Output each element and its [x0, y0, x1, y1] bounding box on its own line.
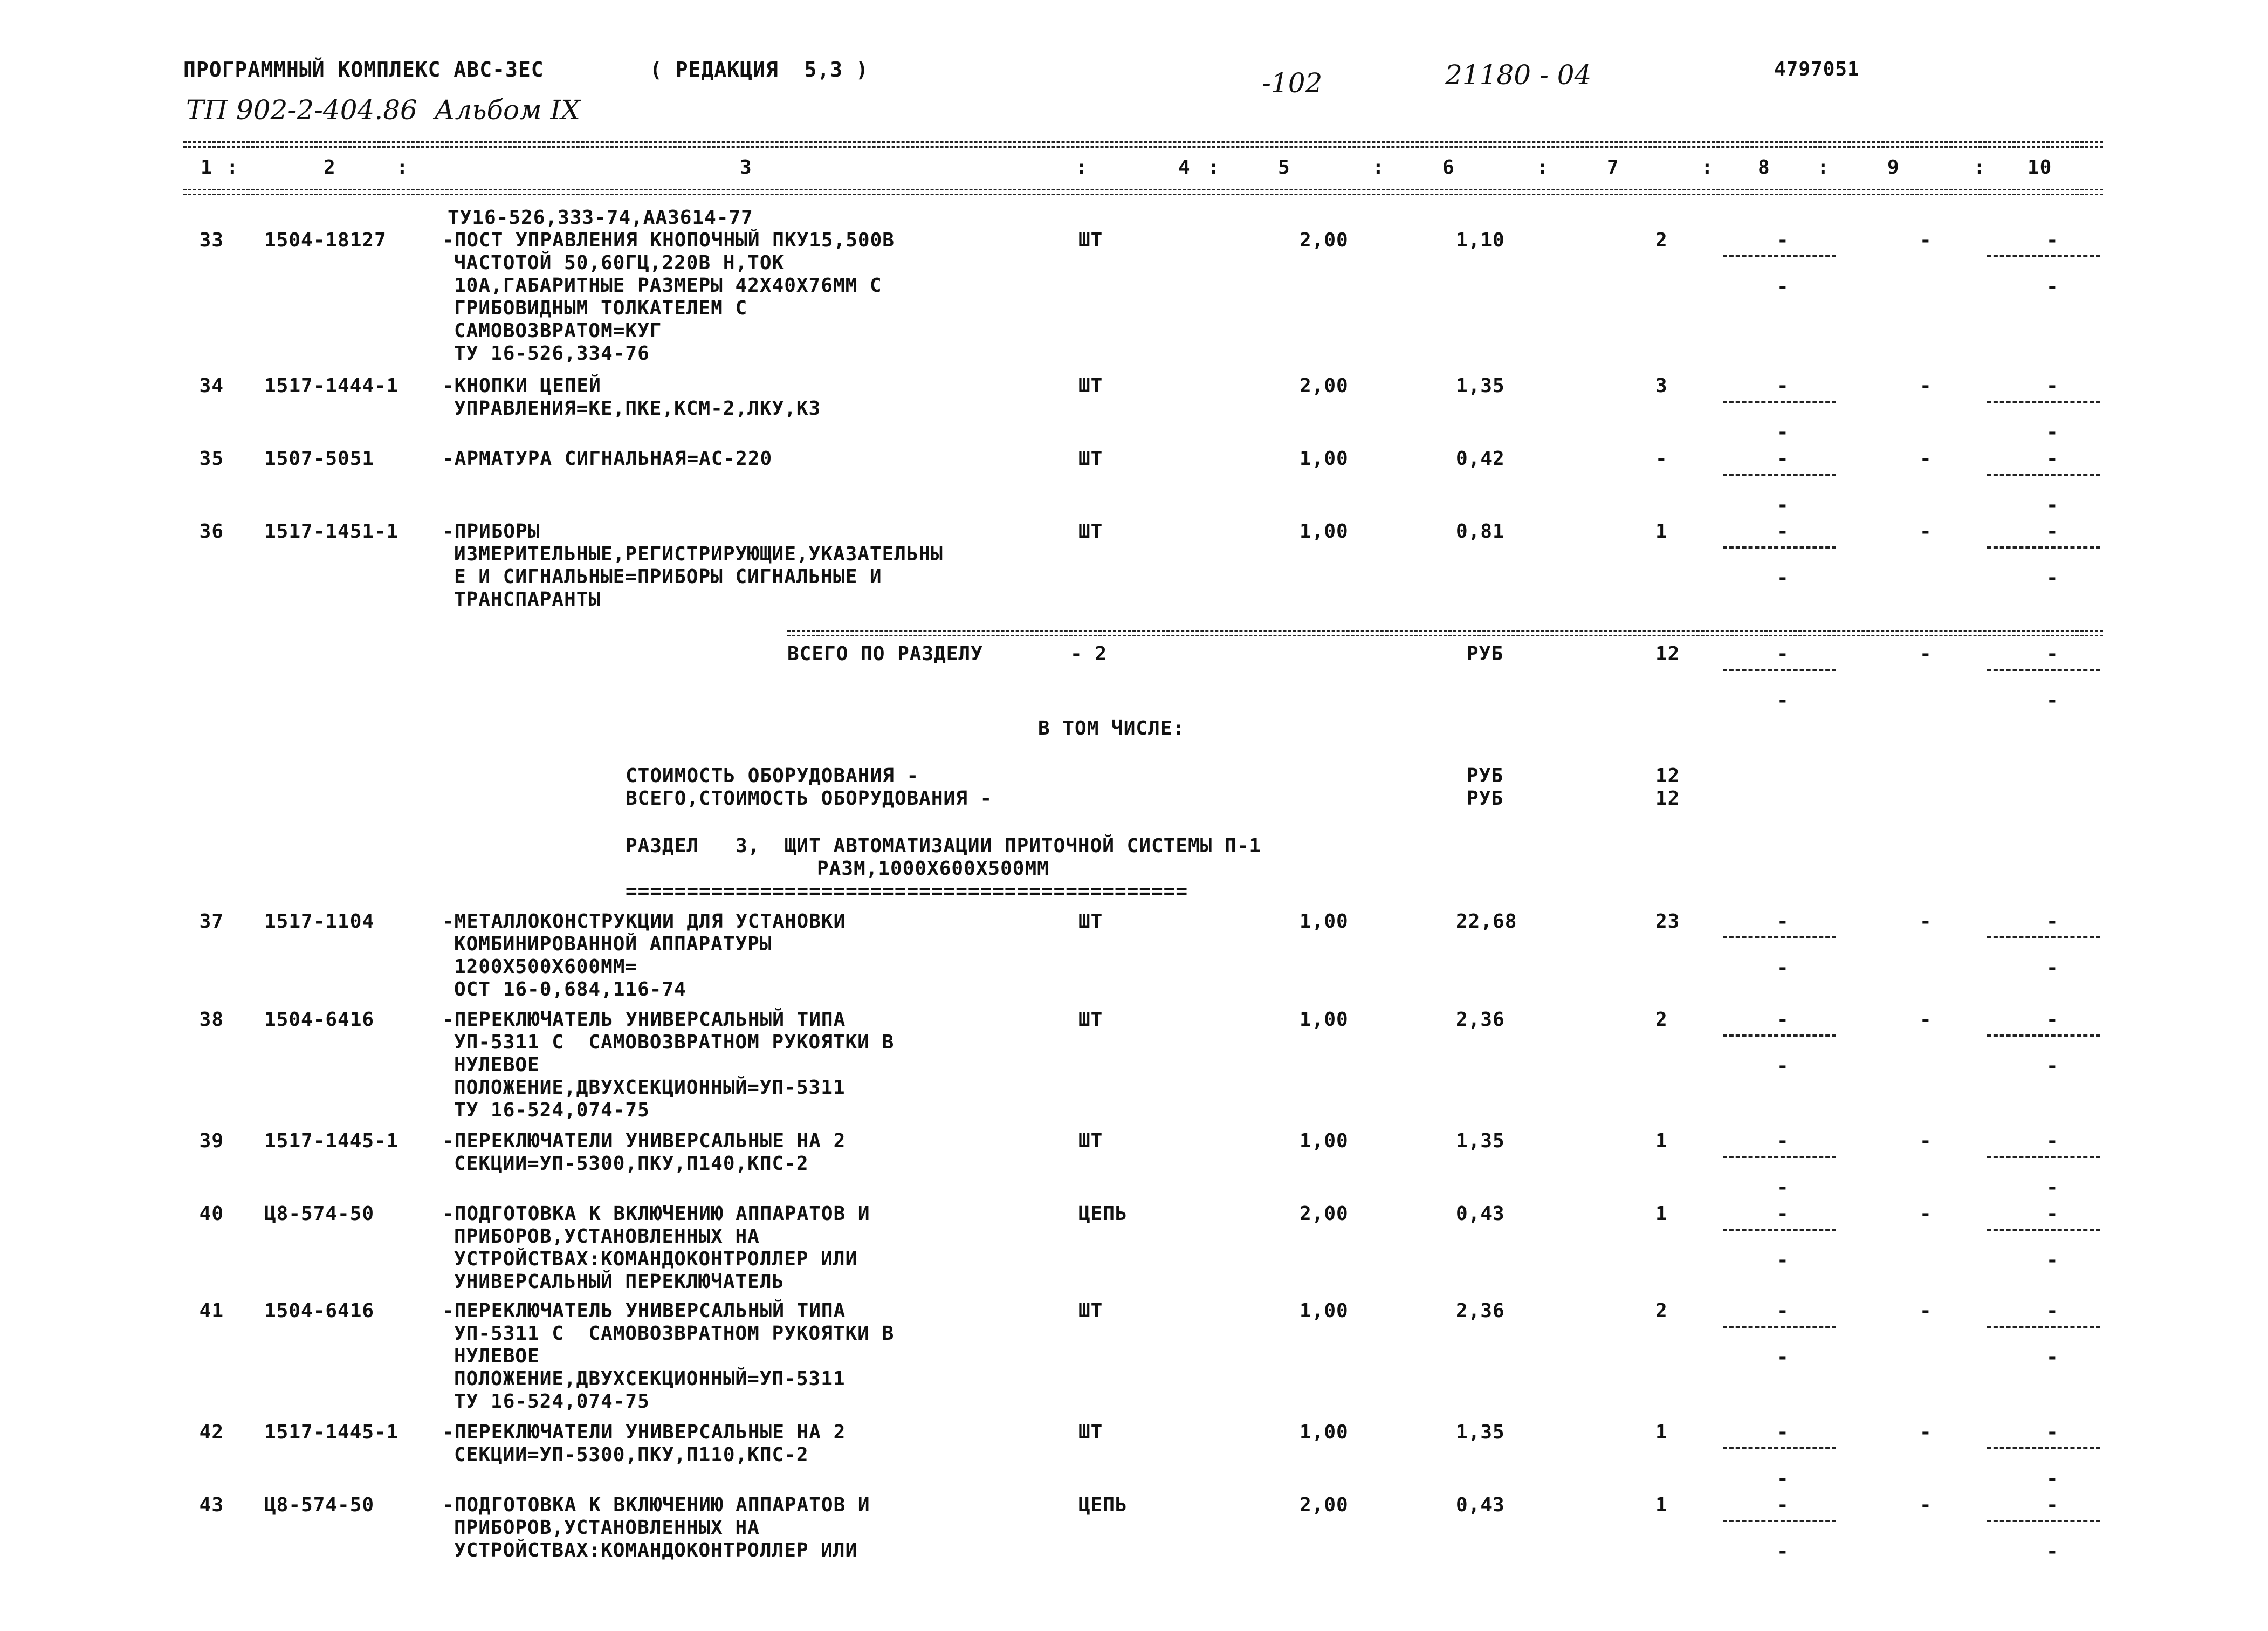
- row-total: 1: [1655, 1494, 1668, 1516]
- row-quantity: 2,00: [1300, 375, 1349, 397]
- row-description-line: ПРИБОРОВ,УСТАНОВЛЕННЫХ НА: [454, 1225, 760, 1248]
- col8-dash: -: [1777, 1130, 1789, 1152]
- row-number: 38: [199, 1009, 224, 1031]
- col10-dash: -: [2046, 1130, 2059, 1152]
- header-rule-top: [183, 141, 2103, 148]
- col9-dash: -: [1920, 229, 1932, 251]
- col8-dash-lower: -: [1777, 276, 1789, 298]
- row-number: 43: [199, 1494, 224, 1516]
- col9-dash: -: [1920, 910, 1932, 933]
- col-5: 5: [1278, 156, 1290, 179]
- col8-dash-lower: -: [1777, 1346, 1789, 1368]
- row-unit: ШТ: [1078, 375, 1103, 397]
- row-description-line: НУЛЕВОЕ: [454, 1054, 540, 1076]
- row-quantity: 2,00: [1300, 1203, 1349, 1225]
- row-description-line: ПРИБОРОВ,УСТАНОВЛЕННЫХ НА: [454, 1517, 760, 1539]
- row-price: 0,43: [1456, 1494, 1505, 1516]
- header-rule-bottom: [183, 189, 2103, 195]
- col8-rule: [1723, 1447, 1836, 1449]
- row-total: 1: [1655, 1130, 1668, 1152]
- col10-dash-lower: -: [2046, 276, 2059, 298]
- row-quantity: 1,00: [1300, 1009, 1349, 1031]
- project-code: 21180 - 04: [1445, 59, 1592, 91]
- col9-dash: -: [1920, 1130, 1932, 1152]
- row-code: Ц8-574-50: [264, 1203, 375, 1225]
- col9-dash: -: [1920, 1203, 1932, 1225]
- row-number: 34: [199, 375, 224, 397]
- col-sep: :: [1701, 156, 1714, 179]
- row-code: 1517-1445-1: [264, 1130, 399, 1152]
- section3-subtitle: РАЗМ,1000Х600Х500ММ: [817, 858, 1049, 880]
- col-4: 4: [1178, 156, 1191, 179]
- row-description-line: -КНОПКИ ЦЕПЕЙ: [442, 375, 601, 397]
- equipment-cost-value: 12: [1655, 765, 1680, 787]
- row-code: 1504-6416: [264, 1009, 375, 1031]
- col8-dash: -: [1777, 520, 1789, 543]
- col-sep: :: [226, 156, 239, 179]
- row-code: 1504-18127: [264, 229, 387, 251]
- col8-dash: -: [1777, 229, 1789, 251]
- row-description-line: САМОВОЗВРАТОМ=КУГ: [454, 320, 662, 342]
- col8-dash: -: [1777, 375, 1789, 397]
- col10-rule: [1987, 1156, 2100, 1158]
- col10-rule: [1987, 1520, 2100, 1522]
- row-code: 1504-6416: [264, 1300, 375, 1322]
- row-code: 1517-1444-1: [264, 375, 399, 397]
- col9-dash: -: [1920, 1300, 1932, 1322]
- program-title: ПРОГРАММНЫЙ КОМПЛЕКС АВС-ЗЕС: [183, 58, 544, 81]
- col8-rule: [1723, 1229, 1836, 1231]
- section-total-label: ВСЕГО ПО РАЗДЕЛУ: [787, 643, 983, 665]
- row-unit: ШТ: [1078, 448, 1103, 470]
- row-unit: ЦЕПЬ: [1078, 1494, 1128, 1516]
- row-number: 37: [199, 910, 224, 933]
- col8-dash: -: [1777, 910, 1789, 933]
- col10-rule: [1987, 546, 2100, 549]
- row-description-line: ОСТ 16-0,684,116-74: [454, 978, 686, 1000]
- col10-dash-lower: -: [2046, 689, 2059, 711]
- col10-dash-lower: -: [2046, 1346, 2059, 1368]
- col-6: 6: [1442, 156, 1455, 179]
- col8-rule: [1723, 1326, 1836, 1328]
- row-price: 0,81: [1456, 520, 1505, 543]
- section-total-num: - 2: [1070, 643, 1108, 665]
- row-code: 1517-1451-1: [264, 520, 399, 543]
- row-description-line: Е И СИГНАЛЬНЫЕ=ПРИБОРЫ СИГНАЛЬНЫЕ И: [454, 566, 882, 588]
- col10-dash-lower: -: [2046, 494, 2059, 516]
- col10-dash: -: [2046, 1421, 2059, 1443]
- col8-dash-lower: -: [1777, 689, 1789, 711]
- col9-dash: -: [1920, 375, 1932, 397]
- col8-dash-lower: -: [1777, 957, 1789, 979]
- col10-dash-lower: -: [2046, 1468, 2059, 1490]
- row-quantity: 1,00: [1300, 1130, 1349, 1152]
- row-code: 1517-1445-1: [264, 1421, 399, 1443]
- row-description-line: УНИВЕРСАЛЬНЫЙ ПЕРЕКЛЮЧАТЕЛЬ: [454, 1271, 785, 1293]
- equipment-total-value: 12: [1655, 787, 1680, 810]
- row-number: 36: [199, 520, 224, 543]
- row-description-line: -ПРИБОРЫ: [442, 520, 540, 543]
- col8-dash-lower: -: [1777, 1540, 1789, 1563]
- row-description-line: УСТРОЙСТВАХ:КОМАНДОКОНТРОЛЛЕР ИЛИ: [454, 1248, 858, 1270]
- col10-rule: [1987, 474, 2100, 476]
- row-description-line: ПОЛОЖЕНИЕ,ДВУХСЕКЦИОННЫЙ=УП-5311: [454, 1077, 846, 1099]
- col8-dash-lower: -: [1777, 1176, 1789, 1198]
- row-number: 40: [199, 1203, 224, 1225]
- col10-dash-lower: -: [2046, 1055, 2059, 1077]
- col9-dash: -: [1920, 520, 1932, 543]
- col10-dash-lower: -: [2046, 567, 2059, 589]
- col10-dash-lower: -: [2046, 1176, 2059, 1198]
- col-sep: :: [1974, 156, 1986, 179]
- row-price: 1,10: [1456, 229, 1505, 251]
- col8-dash: -: [1777, 448, 1789, 470]
- col10-dash-lower: -: [2046, 421, 2059, 443]
- row-price: 2,36: [1456, 1009, 1505, 1031]
- row-quantity: 1,00: [1300, 1300, 1349, 1322]
- row-unit: ШТ: [1078, 520, 1103, 543]
- equipment-cost-unit: РУБ: [1467, 765, 1504, 787]
- row-price: 2,36: [1456, 1300, 1505, 1322]
- col10-dash-lower: -: [2046, 1249, 2059, 1271]
- doc-number: 4797051: [1774, 58, 1860, 80]
- row-total: 3: [1655, 375, 1668, 397]
- col8-rule: [1723, 1520, 1836, 1522]
- equipment-total-label: ВСЕГО,СТОИМОСТЬ ОБОРУДОВАНИЯ -: [626, 787, 993, 810]
- col10-dash: -: [2046, 1494, 2059, 1516]
- col10-dash: -: [2046, 1300, 2059, 1322]
- col10-dash: -: [2046, 1009, 2059, 1031]
- col-sep: :: [1076, 156, 1088, 179]
- col8-dash-lower: -: [1777, 1249, 1789, 1271]
- col8-dash-lower: -: [1777, 1055, 1789, 1077]
- row-unit: ШТ: [1078, 910, 1103, 933]
- row-description-line: -ПОДГОТОВКА К ВКЛЮЧЕНИЮ АППАРАТОВ И: [442, 1494, 870, 1516]
- row-description-line: ПОЛОЖЕНИЕ,ДВУХСЕКЦИОННЫЙ=УП-5311: [454, 1368, 846, 1390]
- row-description-line: -ПЕРЕКЛЮЧАТЕЛИ УНИВЕРСАЛЬНЫЕ НА 2: [442, 1421, 846, 1443]
- row-total: 2: [1655, 229, 1668, 251]
- col10-dash: -: [2046, 643, 2059, 665]
- row-quantity: 1,00: [1300, 910, 1349, 933]
- col8-rule: [1723, 936, 1836, 938]
- col9-dash: -: [1920, 1421, 1932, 1443]
- col8-rule: [1723, 401, 1836, 403]
- row-quantity: 2,00: [1300, 1494, 1349, 1516]
- row-description-line: -МЕТАЛЛОКОНСТРУКЦИИ ДЛЯ УСТАНОВКИ: [442, 910, 846, 933]
- row-code: Ц8-574-50: [264, 1494, 375, 1516]
- col8-dash-lower: -: [1777, 567, 1789, 589]
- total-rule: [787, 630, 2103, 636]
- row-total: 1: [1655, 1421, 1668, 1443]
- col10-dash: -: [2046, 448, 2059, 470]
- col9-dash: -: [1920, 448, 1932, 470]
- row-unit: ШТ: [1078, 1421, 1103, 1443]
- col10-dash: -: [2046, 375, 2059, 397]
- col8-dash-lower: -: [1777, 494, 1789, 516]
- row-description-line: СЕКЦИИ=УП-5300,ПКУ,П140,КПС-2: [454, 1153, 809, 1175]
- row-price: 0,43: [1456, 1203, 1505, 1225]
- equipment-total-unit: РУБ: [1467, 787, 1504, 810]
- row-total: 1: [1655, 520, 1668, 543]
- section-total-unit: РУБ: [1467, 643, 1504, 665]
- row-description-line: -ПЕРЕКЛЮЧАТЕЛЬ УНИВЕРСАЛЬНЫЙ ТИПА: [442, 1009, 846, 1031]
- col9-dash: -: [1920, 1009, 1932, 1031]
- row-quantity: 1,00: [1300, 448, 1349, 470]
- row-description-line: -ПОСТ УПРАВЛЕНИЯ КНОПОЧНЫЙ ПКУ15,500В: [442, 229, 895, 251]
- row-number: 35: [199, 448, 224, 470]
- col8-dash-lower: -: [1777, 1468, 1789, 1490]
- row-description-line: УП-5311 С САМОВОЗВРАТНОМ РУКОЯТКИ В: [454, 1031, 895, 1053]
- row-description-line: ТРАНСПАРАНТЫ: [454, 588, 601, 611]
- col10-rule: [1987, 1229, 2100, 1231]
- col-1: 1: [201, 156, 213, 179]
- row-total: 2: [1655, 1300, 1668, 1322]
- row-description-line: НУЛЕВОЕ: [454, 1345, 540, 1367]
- row-price: 1,35: [1456, 1130, 1505, 1152]
- section-total-value: 12: [1655, 643, 1680, 665]
- row-unit: ШТ: [1078, 1130, 1103, 1152]
- row-description-line: ТУ 16-524,074-75: [454, 1390, 650, 1413]
- row-price: 0,42: [1456, 448, 1505, 470]
- col10-dash: -: [2046, 520, 2059, 543]
- col10-rule: [1987, 255, 2100, 257]
- col-3: 3: [740, 156, 752, 179]
- row-description-line: 10А,ГАБАРИТНЫЕ РАЗМЕРЫ 42Х40Х76ММ С: [454, 275, 882, 297]
- continued-spec: ТУ16-526,333-74,АА3614-77: [448, 207, 753, 229]
- col8-dash: -: [1777, 1494, 1789, 1516]
- row-quantity: 2,00: [1300, 229, 1349, 251]
- equipment-cost-label: СТОИМОСТЬ ОБОРУДОВАНИЯ -: [626, 765, 919, 787]
- col8-dash: -: [1777, 1300, 1789, 1322]
- row-price: 1,35: [1456, 375, 1505, 397]
- row-unit: ЦЕПЬ: [1078, 1203, 1128, 1225]
- row-code: 1517-1104: [264, 910, 375, 933]
- row-code: 1507-5051: [264, 448, 375, 470]
- col10-dash: -: [2046, 910, 2059, 933]
- col10-dash: -: [2046, 1203, 2059, 1225]
- col10-dash-lower: -: [2046, 1540, 2059, 1563]
- col-10: 10: [2028, 156, 2052, 179]
- including-label: В ТОМ ЧИСЛЕ:: [1038, 717, 1185, 739]
- col8-dash: -: [1777, 1203, 1789, 1225]
- row-description-line: -ПЕРЕКЛЮЧАТЕЛЬ УНИВЕРСАЛЬНЫЙ ТИПА: [442, 1300, 846, 1322]
- row-price: 1,35: [1456, 1421, 1505, 1443]
- row-total: 1: [1655, 1203, 1668, 1225]
- col8-rule: [1723, 546, 1836, 549]
- row-description-line: ТУ 16-524,074-75: [454, 1099, 650, 1121]
- col-2: 2: [324, 156, 336, 179]
- row-description-line: -АРМАТУРА СИГНАЛЬНАЯ=АС-220: [442, 448, 773, 470]
- col-sep: :: [1372, 156, 1385, 179]
- row-description-line: ГРИБОВИДНЫМ ТОЛКАТЕЛЕМ С: [454, 297, 748, 319]
- col-sep: :: [1537, 156, 1549, 179]
- col8-dash-lower: -: [1777, 421, 1789, 443]
- row-number: 39: [199, 1130, 224, 1152]
- page-number: -102: [1262, 67, 1323, 99]
- col10-dash: -: [2046, 229, 2059, 251]
- row-description-line: -ПОДГОТОВКА К ВКЛЮЧЕНИЮ АППАРАТОВ И: [442, 1203, 870, 1225]
- row-description-line: УСТРОЙСТВАХ:КОМАНДОКОНТРОЛЛЕР ИЛИ: [454, 1539, 858, 1561]
- col10-rule: [1987, 401, 2100, 403]
- section3-title: РАЗДЕЛ 3, ЩИТ АВТОМАТИЗАЦИИ ПРИТОЧНОЙ СИСТЕМЫ П-1: [626, 835, 1262, 857]
- row-description-line: СЕКЦИИ=УП-5300,ПКУ,П110,КПС-2: [454, 1444, 809, 1466]
- row-description-line: ЧАСТОТОЙ 50,60ГЦ,220В Н,ТОК: [454, 252, 785, 274]
- col8-rule: [1723, 1034, 1836, 1037]
- row-total: 2: [1655, 1009, 1668, 1031]
- row-unit: ШТ: [1078, 229, 1103, 251]
- row-description-line: ИЗМЕРИТЕЛЬНЫЕ,РЕГИСТРИРУЮЩИЕ,УКАЗАТЕЛЬНЫ: [454, 543, 943, 565]
- col8-rule: [1723, 669, 1836, 671]
- row-total: -: [1655, 448, 1668, 470]
- row-price: 22,68: [1456, 910, 1517, 933]
- col8-dash: -: [1777, 1421, 1789, 1443]
- col-sep: :: [1208, 156, 1220, 179]
- col-8: 8: [1758, 156, 1770, 179]
- col10-rule: [1987, 1326, 2100, 1328]
- row-quantity: 1,00: [1300, 520, 1349, 543]
- row-description-line: -ПЕРЕКЛЮЧАТЕЛИ УНИВЕРСАЛЬНЫЕ НА 2: [442, 1130, 846, 1152]
- col-sep: :: [1817, 156, 1830, 179]
- row-description-line: 1200Х500Х600ММ=: [454, 956, 638, 978]
- col-sep: :: [396, 156, 409, 179]
- col9-dash: -: [1920, 1494, 1932, 1516]
- col-7: 7: [1607, 156, 1619, 179]
- row-number: 33: [199, 229, 224, 251]
- col8-rule: [1723, 255, 1836, 257]
- col-9: 9: [1887, 156, 1900, 179]
- col10-rule: [1987, 1447, 2100, 1449]
- row-number: 42: [199, 1421, 224, 1443]
- col8-rule: [1723, 1156, 1836, 1158]
- section3-underline: ==============================================: [626, 880, 1188, 902]
- album-note: ТП 902-2-404.86 Альбом IX: [186, 94, 580, 126]
- col10-dash-lower: -: [2046, 957, 2059, 979]
- row-description-line: УП-5311 С САМОВОЗВРАТНОМ РУКОЯТКИ В: [454, 1322, 895, 1345]
- row-quantity: 1,00: [1300, 1421, 1349, 1443]
- row-description-line: УПРАВЛЕНИЯ=КЕ,ПКЕ,КСМ-2,ЛКУ,КЗ: [454, 398, 821, 420]
- row-unit: ШТ: [1078, 1009, 1103, 1031]
- col8-rule: [1723, 474, 1836, 476]
- col10-rule: [1987, 1034, 2100, 1037]
- col8-dash: -: [1777, 643, 1789, 665]
- row-number: 41: [199, 1300, 224, 1322]
- edition-label: ( РЕДАКЦИЯ 5,3 ): [650, 58, 869, 81]
- row-description-line: ТУ 16-526,334-76: [454, 342, 650, 365]
- row-unit: ШТ: [1078, 1300, 1103, 1322]
- col8-dash: -: [1777, 1009, 1789, 1031]
- col10-rule: [1987, 669, 2100, 671]
- row-description-line: КОМБИНИРОВАННОЙ АППАРАТУРЫ: [454, 933, 772, 955]
- col9-dash: -: [1920, 643, 1932, 665]
- row-total: 23: [1655, 910, 1680, 933]
- col10-rule: [1987, 936, 2100, 938]
